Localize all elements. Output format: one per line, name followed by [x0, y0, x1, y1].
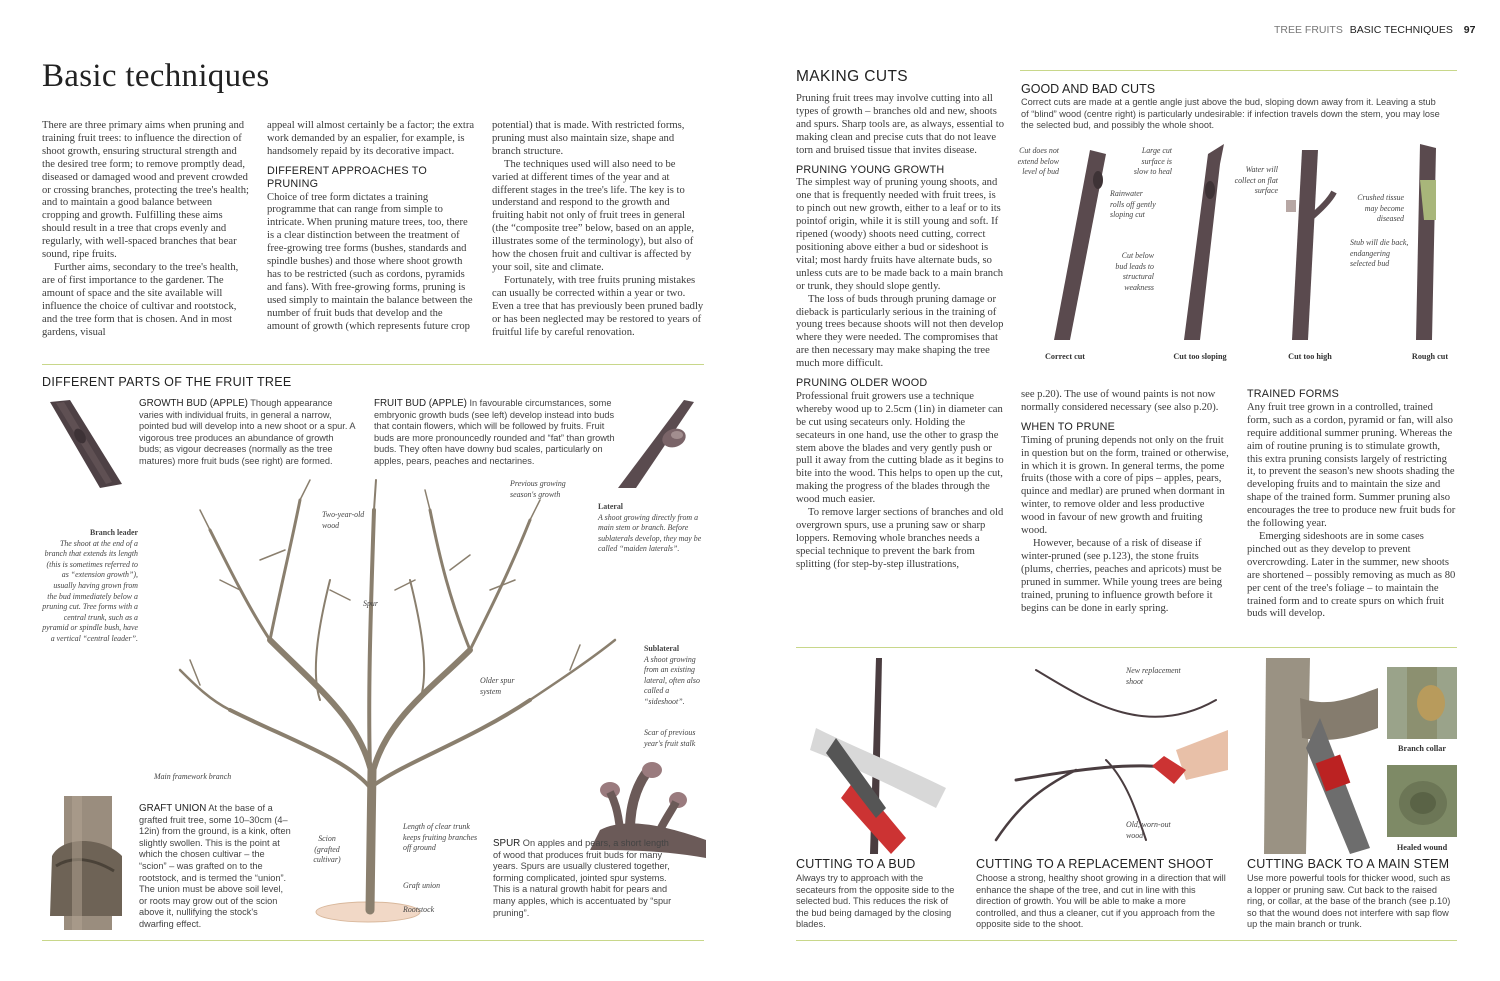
fruit-bud-title: FRUIT BUD (APPLE) — [374, 398, 467, 409]
cutting-to-replacement-photo — [976, 660, 1228, 854]
intro-paragraph: Fortunately, with tree fruits pruning mistakes can usually be corrected within a year or two. Even a tree that has previously been pruned badly or has been neglected may be restored to years of fruitful life by careful renovation. — [492, 274, 704, 338]
header-rule — [1020, 70, 1457, 71]
older-wood-heading: PRUNING OLDER WOOD — [796, 377, 928, 390]
scar-label: Scar of previous year's fruit stalk — [644, 728, 696, 748]
rootstock-label: Rootstock — [403, 905, 435, 914]
graft-union-text: At the base of a grafted fruit tree, some 10–30cm (4–12in) from the ground, is a kink, often slightly swollen. This is the point at which the chosen cultivar – the “scion” – was grafted on to the rootstock, and is termed the “union”. The union must be above soil level, or roots may grow out of the scion above it, nullifying the stock's dwarfing effect. — [139, 803, 291, 929]
growth-bud-title: GROWTH BUD (APPLE) — [139, 398, 248, 409]
intro-paragraph: Choice of tree form dictates a training programme that can range from simple to intricate. When pruning mature trees, too, there is a clear distinction between the treatment of free-growing tree forms (bushes, standards and spindle bushes) and those where shoot growth has to be restricted (such as cordons, pyramids and fans). With free-growing forms, pruning is used simply to maintain the balance between the number of fruit buds that develop and the amount of growth (which represents future crop — [267, 191, 473, 332]
running-header — [1274, 24, 1475, 36]
branch-collar-label: Branch collar — [1398, 744, 1446, 753]
two-year-wood-label: Two-year-old wood — [322, 510, 365, 530]
note-water: Water will collect on flat surface — [1234, 165, 1278, 196]
making-cuts-col-1: Pruning fruit trees may involve cutting into all types of growth – branches old and new, shoots and spurs. Sharp tools are, as always, essential to making clean and precise cuts that do not leave torn and bruised tissue that invites disease. PRUNING YOUNG GROWTH The simplest way of pruning young shoots, and one that is frequently needed with fruit trees, is to pinch out new growth, either to a leaf or to its pointof origin, while it is still young and soft. If ripened (woody) shoots need cutting, correct positioning above either a bud or sideshoot is vital; most hardy fruits have alternate buds, so unless cuts are to be made back to a main branch or trunk, they should slope gently. The loss of buds through pruning damage or dieback is particularly serious in the training of young trees because shoots will not then develop where they were needed. The compromises that are then necessary may make shaping the tree much more difficult. PRUNING OLDER WOOD Professional fruit growers use a technique whereby wood up to 2.5cm (1in) in diameter can be cut using secateurs only. Holding the secateurs in one hand, use the other to grasp the stem above the blades and very gently push or pull it away from the cutting blade as it begins to bite into the wood. This helps to open up the cut, making the progress of the blades through the wood much easier. To remove larger sections of branches and old overgrown spurs, use a pruning saw or sharp loppers. Removing whole branches needs a special technique to prevent the bark from splitting (for step-by-step illustrations, — [796, 93, 1005, 570]
healed-wound-photo — [1387, 765, 1457, 837]
note-rainwater: Rainwater rolls off gently sloping cut — [1110, 189, 1156, 220]
good-bad-intro: Correct cuts are made at a gentle angle just above the bud, sloping down away from it. Leaving a stub of “blind” wood (centre right) is particularly undesirable: if infection travels down the stem, you may lose the selected bud, and possibly the whole shoot. — [1021, 97, 1440, 131]
main-framework-label: Main framework branch — [154, 772, 232, 781]
note-cut-below: Cut below bud leads to structural weakness — [1115, 251, 1154, 292]
intro-paragraph: appeal will almost certainly be a factor; the extra work demanded by an espalier, for example, is handsomely repaid by its decorative impact. — [267, 120, 475, 157]
header-subsection: BASIC TECHNIQUES — [1349, 24, 1453, 36]
graft-union-photo — [42, 796, 130, 930]
making-cuts-heading: MAKING CUTS — [796, 68, 909, 85]
graft-union-caption — [139, 803, 291, 931]
intro-col-3 — [492, 120, 704, 339]
scion-label: Scion (grafted cultivar) — [313, 834, 341, 865]
branch-leader-annotation: Branch leader The shoot at the end of a branch that extends its length (this is sometimes referred to as “extension growth”), usually having grown from the bud immediately below a pruning cut. Tree forms with a central trunk, such as a pyramid or spindle bush, have a vertical “central leader”. — [42, 528, 138, 643]
intro-col-1 — [42, 120, 250, 339]
lateral-title: Lateral — [598, 502, 623, 511]
healed-wound-label: Healed wound — [1396, 843, 1448, 852]
graft-union-label: Graft union — [403, 881, 441, 890]
fruit-bud-text: In favourable circumstances, some embryonic growth buds (see left) develop instead into buds that contain flowers, which will be followed by fruits. Fruit buds are more pronouncedly rounded and “fat” than growth buds. They often have downy bud scales, particularly on apples, pears, peaches and nectarines. — [374, 398, 615, 466]
graft-union-title: GRAFT UNION — [139, 803, 207, 814]
label-cut-too-sloping: Cut too sloping — [1173, 352, 1227, 361]
young-growth-heading: PRUNING YOUNG GROWTH — [796, 163, 945, 176]
spur-text: On apples and pears, a short length of wood that produces fruit buds for many years. Spurs are usually clustered together, forming complicated, jointed spur systems. This is a natural growth habit for pears and many apples, which is accentuated by “spur pruning”. — [493, 838, 672, 918]
cutting-back-text: Use more powerful tools for thicker wood, such as a lopper or pruning saw. Cut back to the raised ring, or collar, at the base of the branch (see p.10) so that the wound does not interfere with sap flow up the main branch or trunk. — [1247, 873, 1451, 930]
cutting-to-replacement-text: Choose a strong, healthy shoot growing in a direction that will enhance the shape of the tree, and cut in line with this direction of growth. You will be able to make a more controlled, and thus a cleaner, cut if you approach from the opposite side to the shoot. — [976, 873, 1226, 930]
divider — [42, 940, 704, 941]
divider — [796, 647, 1457, 648]
sublateral-annotation: Sublateral A shoot growing from an existing lateral, often also called a “sideshoot”. — [644, 644, 706, 708]
older-spur-label: Older spur system — [480, 676, 515, 696]
length-clear-label: Length of clear trunk keeps fruiting branches off ground — [403, 822, 478, 853]
branch-collar-photo — [1387, 667, 1457, 739]
when-to-prune-heading: WHEN TO PRUNE — [1021, 420, 1115, 433]
intro-paragraph: There are three primary aims when pruning and training fruit trees: to influence the direction of shoot growth, ensuring structural strength and the desired tree form; to remove promptly dead, diseased or damaged wood and prevent crowded or crossing branches, protecting the tree's health; and to maintain a good balance between cropping and growth. Fulfilling these aims should result in a tree that crops evenly and regularly, with well-spaced branches that bear sound, ripe fruits. — [42, 120, 249, 261]
trained-forms-heading: TRAINED FORMS — [1247, 388, 1339, 400]
spur-caption — [493, 838, 673, 919]
header-section: TREE FRUITS — [1274, 24, 1343, 36]
good-bad-heading: GOOD AND BAD CUTS — [1021, 82, 1156, 96]
making-cuts-col-3: TRAINED FORMS Any fruit tree grown in a controlled, trained form, such as a cordon, pyramid or fan, will also require additional summer pruning. Whereas the aim of routine pruning is to stimulate growth, this extra pruning consists largely of restricting it, to prevent the season's new shoots shading the developing fruits and to maintain the size and shape of the trained form. Summer pruning also encourages the tree to produce new fruit buds for the following year. Emerging sideshoots are in some cases pinched out as they develop to prevent overcrowding. Later in the summer, new shoots are shortened – possibly removing as much as 80 per cent of the tree's foliage – to maintain the trained form and to create spurs on which fruit buds will develop. — [1247, 388, 1456, 620]
label-rough-cut: Rough cut — [1411, 352, 1449, 361]
intro-paragraph: potential) that is made. With restricted forms, pruning must also maintain size, shape and branch structure. — [492, 120, 685, 157]
growth-bud-caption — [139, 398, 357, 468]
cutting-to-bud-text: Always try to approach with the secateurs from the opposite side to the selected bud. This reduces the risk of the bud being damaged by the closing blades. — [796, 873, 955, 930]
cutting-to-bud-photo — [796, 658, 960, 854]
label-correct-cut: Correct cut — [1044, 352, 1086, 361]
intro-col-2 — [267, 120, 477, 334]
previous-growing-label: Previous growing season's growth — [510, 479, 566, 499]
old-wood-label: Old, worn-out wood — [1126, 820, 1171, 840]
cutting-to-replacement-heading: CUTTING TO A REPLACEMENT SHOOT — [976, 857, 1214, 871]
cutting-to-bud-heading: CUTTING TO A BUD — [796, 857, 916, 871]
note-not-extend: Cut does not extend below level of bud — [1017, 146, 1059, 177]
branch-leader-title: Branch leader — [90, 528, 138, 537]
sublateral-title: Sublateral — [644, 644, 680, 653]
note-large-cut: Large cut surface is slow to heal — [1133, 146, 1172, 177]
approaches-heading: DIFFERENT APPROACHES TO PRUNING — [267, 164, 427, 190]
growth-bud-text: Though appearance varies with individual fruits, in general a narrow, pointed bud will develop into a new shoot or a spur. A vigorous tree produces an abundance of growth buds; as vigour decreases (normally as the tree matures) more fruit buds (see right) are formed. — [139, 398, 356, 466]
lateral-annotation: Lateral A shoot growing directly from a main stem or branch. Before sublaterals develop, they may be called “maiden laterals”. — [598, 502, 704, 555]
note-crushed: Crushed tissue may become diseased — [1357, 193, 1404, 224]
note-stub: Stub will die back, endangering selected bud — [1350, 238, 1409, 269]
spur-title: SPUR — [493, 838, 521, 849]
divider — [42, 364, 704, 365]
tree-section-heading: DIFFERENT PARTS OF THE FRUIT TREE — [42, 375, 292, 389]
intro-paragraph: The techniques used will also need to be varied at different times of the year and at different stages in the tree's life. The key is to understand and respond to the growth and fruiting habit not only of fruit trees in general (the “composite tree” below, based on an apple, illustrates some of the terminology), but also of how the chosen fruit and cultivar is affected by your soil, site and climate. — [492, 158, 694, 273]
fruit-bud-caption — [374, 398, 622, 468]
spur-label: Spur — [363, 599, 378, 608]
label-cut-too-high: Cut too high — [1288, 352, 1332, 361]
cutting-back-main-stem-photo — [1240, 658, 1378, 854]
making-cuts-col-2: see p.20). The use of wound paints is not now normally considered necessary (see also p.20). WHEN TO PRUNE Timing of pruning depends not only on the fruit in question but on the form, trained or otherwise, in which it is grown. In general terms, the pome fruits (those with a core of pips – apples, pears, quince and medlar) are pruned when dormant in winter, to remove older and less productive wood in favour of new growth and fruiting wood. However, because of a risk of disease if winter-pruned (see p.123), the stone fruits (plums, cherries, peaches and apricots) must be pruned in summer. While young trees are being trained, pruning to influence growth before it begins can be done in early spring. — [1021, 389, 1229, 614]
page-title: Basic techniques — [42, 58, 270, 94]
divider — [796, 940, 1457, 941]
page-number: 97 — [1463, 24, 1476, 36]
cutting-back-heading: CUTTING BACK TO A MAIN STEM — [1247, 857, 1450, 871]
new-replacement-label: New replacement shoot — [1126, 666, 1181, 686]
intro-paragraph: Further aims, secondary to the tree's health, are of first importance to the gardener. The amount of space and the site available will influence the choice of cultivar and rootstock, and the tree form that is chosen. And in most gardens, visual — [42, 261, 239, 338]
growth-bud-photo — [42, 398, 132, 490]
